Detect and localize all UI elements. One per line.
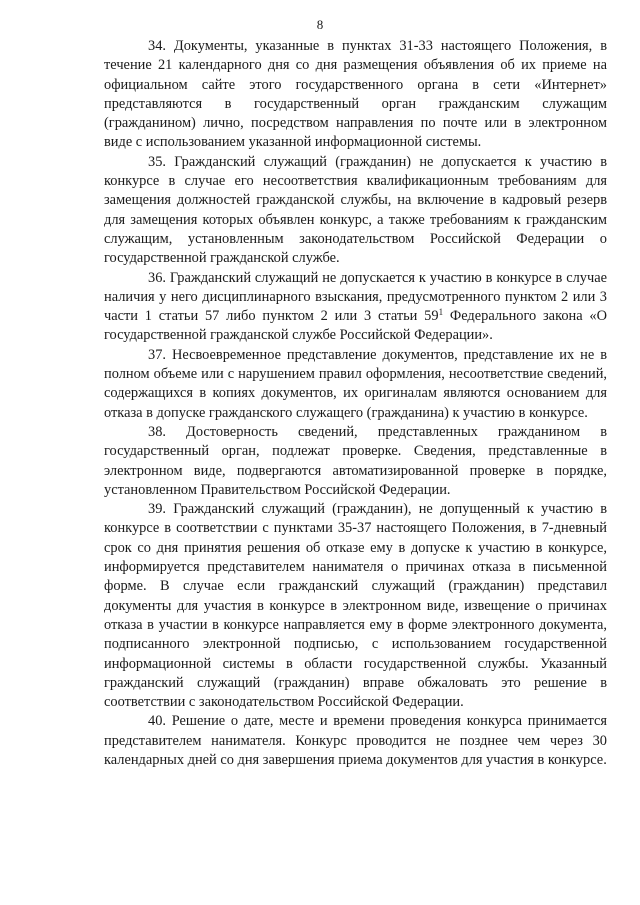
paragraph-35: 35. Гражданский служащий (гражданин) не допускается к участию в конкурсе в случае его несоответствия квалификационным требованиям для замещения должностей гражданской службы, на включение в кадровый резерв для замещения которых объявлен конкурс, а также требованиям к гражданским служащим, установленным законодательством Российской Федерации о государственной гражданской службе. bbox=[104, 153, 607, 267]
paragraph-36 bbox=[104, 269, 607, 346]
document-body bbox=[104, 37, 607, 770]
paragraph-39: 39. Гражданский служащий (гражданин), не допущенный к участию в конкурсе в соответствии с пунктами 35-37 настоящего Положения, в 7-дневный срок со дня принятия решения об отказе ему в допуске к участию в конкурсе, информируется представителем нанимателя о причинах отказа в письменной форме. В случае если гражданский служащий (гражданин) представил документы для участия в конкурсе в электронном виде, извещение о причинах отказа в участии в конкурсе направляется ему в форме электронного документа, подписанного электронной подписью, с использованием государственной информационной системы в области государственной службы. Указанный гражданский служащий (гражданин) вправе обжаловать это решение в соответствии с законодательством Российской Федерации. bbox=[104, 501, 607, 711]
footnote-superscript: 1 bbox=[438, 307, 444, 318]
paragraph-36-text-end: Федерального закона «О государственной гражданской службе Российской Федерации». bbox=[104, 308, 607, 344]
page-number: 8 bbox=[316, 17, 324, 32]
paragraph-34: 34. Документы, указанные в пунктах 31-33 настоящего Положения, в течение 21 календарного дня со дня размещения объявления об их приеме на официальном сайте этого государственного органа в сети «Интернет» представляются в государственный орган гражданским служащим (гражданином) лично, посредством направления по почте или в электронном виде с использованием указанной информационной системы. bbox=[104, 38, 607, 151]
paragraph-38: 38. Достоверность сведений, представленных гражданином в государственный орган, подлежат проверке. Сведения, представленные в электронном виде, подвергаются автоматизированной проверке в порядке, установленном Правительством Российской Федерации. bbox=[104, 423, 607, 498]
paragraph-40: 40. Решение о дате, месте и времени проведения конкурса принимается представителем нанимателя. Конкурс проводится не позднее чем через 30 календарных дней со дня завершения приема документов для участия в конкурсе. bbox=[104, 713, 607, 768]
paragraph-37: 37. Несвоевременное представление документов, представление их не в полном объеме или с нарушением правил оформления, несоответствие сведений, содержащихся в копиях документов, их оригиналам являются основанием для отказа в допуске гражданского служащего (гражданина) к участию в конкурсе. bbox=[104, 346, 607, 421]
paragraph-36-text-start: 36. Гражданский служащий не допускается к участию в конкурсе в случае наличия у него дисциплинарного взыскания, предусмотренного пунктом 2 или 3 части 1 статьи 57 либо пунктом 2 или 3 статьи 59 bbox=[104, 269, 607, 325]
